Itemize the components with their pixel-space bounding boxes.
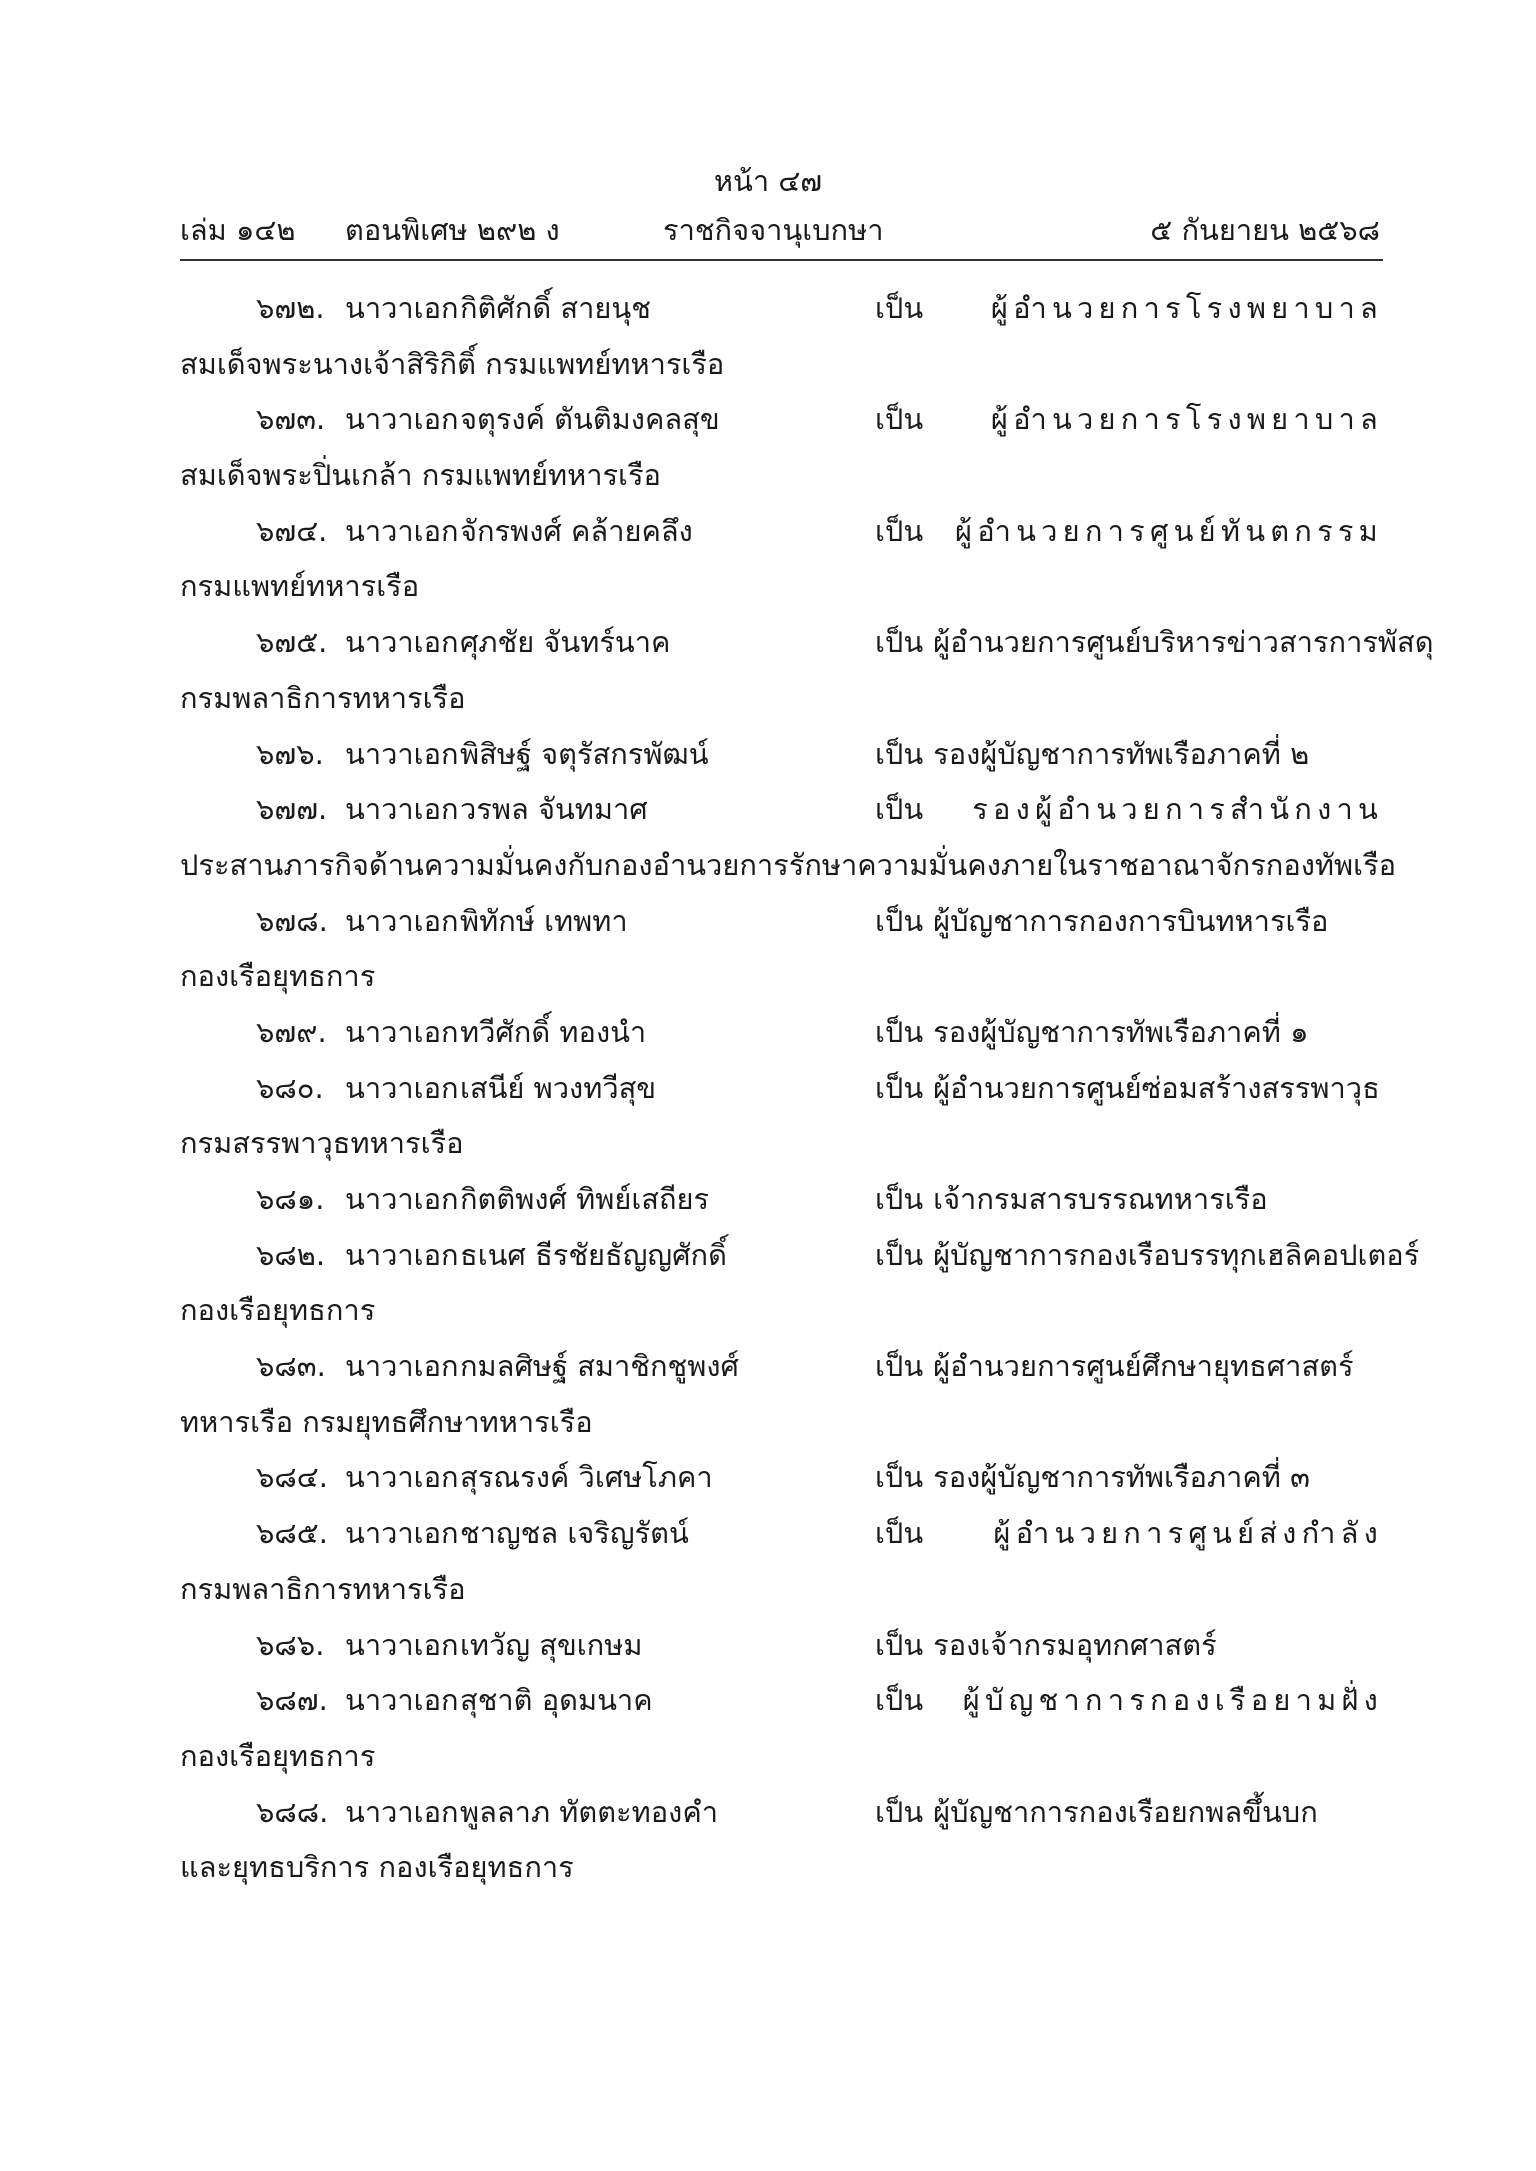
appointment-verb: เป็น [875,792,924,827]
appointed-position [875,1456,1383,1498]
publication-date: ๕ กันยายน ๒๕๖๘ [1150,213,1380,247]
officer-name: พิทักษ์ เทพทา [460,903,628,938]
position-title: ผู้อำนวยการศูนย์ซ่อมสร้างสรรพาวุธ [933,1070,1380,1105]
appointment-number: ๖๘๗. [256,1683,328,1718]
officer-name: เทวัญ สุขเกษม [460,1627,643,1662]
appointment-line [0,788,1536,844]
appointment-verb: เป็น [875,1794,924,1829]
officer-name: กิตติพงศ์ ทิพย์เสถียร [460,1182,710,1216]
appointment-verb: เป็น [875,1683,924,1718]
position-continuation: สมเด็จพระปิ่นเกล้า กรมแพทย์ทหารเรือ [180,458,661,493]
appointed-position [875,1178,1383,1220]
position-continuation: กรมพลาธิการทหารเรือ [180,680,466,715]
appointment-number: ๖๗๕. [256,625,328,660]
appointment-number: ๖๗๒. [256,291,325,325]
officer-name: ทวีศักดิ์ ทองนำ [460,1014,647,1049]
appointment-entry [0,1791,1536,1902]
appointed-position [875,733,1383,775]
appointment-entry [0,1234,1536,1345]
appointment-line [0,1679,1536,1735]
appointment-continuation-line [0,1401,1536,1457]
appointment-entry [0,1067,1536,1178]
position-continuation: และยุทธบริการ กองเรือยุทธการ [180,1850,574,1885]
appointment-number: ๖๗๘. [256,903,328,938]
position-title: ผู้บัญชาการกองเรือยามฝั่ง [962,1683,1383,1718]
position-title: รองผู้บัญชาการทัพเรือภาคที่ ๒ [933,736,1310,771]
appointment-continuation-line [0,844,1536,900]
page-number: หน้า ๔๗ [713,164,823,198]
appointment-entry [0,1178,1536,1234]
appointment-continuation-line [0,1122,1536,1178]
appointment-entry [0,510,1536,621]
position-title: ผู้อำนวยการศูนย์ส่งกำลัง [993,1516,1383,1551]
appointment-verb: เป็น [875,1349,924,1384]
appointment-number: ๖๗๗. [256,792,328,827]
appointment-line [0,1011,1536,1067]
appointment-number: ๖๗๓. [256,402,326,437]
appointed-position [875,398,1383,440]
appointment-line [0,510,1536,566]
position-title: ผู้อำนวยการโรงพยาบาล [990,402,1383,437]
appointment-line [0,1512,1536,1568]
appointed-position [875,1512,1383,1554]
appointed-position [875,1624,1383,1666]
officer-name: ธเนศ ธีรชัยธัญญศักดิ์ [460,1237,727,1272]
officer-rank: นาวาเอก [345,513,459,548]
appointment-number: ๖๘๓. [256,1349,326,1384]
appointment-verb: เป็น [875,1237,924,1272]
appointment-number: ๖๘๐. [256,1070,324,1105]
officer-name: สุรณรงค์ วิเศษโภคา [460,1460,713,1495]
appointment-verb: เป็น [875,625,924,660]
officer-rank: นาวาเอก [345,792,459,827]
position-continuation: กองเรือยุทธการ [180,1738,376,1773]
officer-rank: นาวาเอก [345,736,459,771]
officer-name: วรพล จันทมาศ [460,792,648,827]
officer-rank: นาวาเอก [345,1237,459,1272]
officer-rank: นาวาเอก [345,402,459,437]
position-title: ผู้อำนวยการศูนย์บริหารข่าวสารการพัสดุ [933,625,1434,660]
position-continuation: กรมสรรพาวุธทหารเรือ [180,1126,464,1161]
appointment-entry [0,788,1536,899]
appointed-position [875,510,1383,552]
position-title: เจ้ากรมสารบรรณทหารเรือ [933,1182,1268,1216]
appointment-continuation-line [0,343,1536,399]
officer-rank: นาวาเอก [345,1460,459,1495]
appointment-line [0,287,1536,343]
officer-rank: นาวาเอก [345,1516,459,1551]
appointment-entry [0,1512,1536,1623]
position-continuation: ทหารเรือ กรมยุทธศึกษาทหารเรือ [180,1404,593,1439]
position-title: รองผู้บัญชาการทัพเรือภาคที่ ๓ [933,1460,1310,1495]
appointed-position [875,1345,1383,1387]
position-continuation: ประสานภารกิจด้านความมั่นคงกับกองอำนวยการรักษาความมั่นคงภายในราชอาณาจักรกองทัพเรือ [180,847,1397,882]
officer-rank: นาวาเอก [345,1794,459,1829]
appointment-verb: เป็น [875,736,924,771]
officer-name: เสนีย์ พวงทวีสุข [460,1070,657,1105]
officer-rank: นาวาเอก [345,1683,459,1718]
officer-name: จักรพงศ์ คล้ายคลึง [460,513,693,548]
officer-rank: นาวาเอก [345,1014,459,1049]
appointment-verb: เป็น [875,513,924,548]
appointment-line [0,621,1536,677]
position-continuation: กรมพลาธิการทหารเรือ [180,1571,466,1606]
appointment-continuation-line [0,1289,1536,1345]
appointment-entry [0,1011,1536,1067]
officer-rank: นาวาเอก [345,1349,459,1384]
appointment-continuation-line [0,454,1536,510]
appointment-line [0,1067,1536,1123]
appointment-list [0,287,1536,1902]
header-divider [180,259,1383,261]
officer-rank: นาวาเอก [345,903,459,938]
appointment-continuation-line [0,1846,1536,1902]
appointment-entry [0,1345,1536,1456]
appointment-entry [0,287,1536,398]
volume-label: เล่ม ๑๔๒ [180,213,296,247]
appointment-entry [0,1456,1536,1512]
appointment-verb: เป็น [875,291,924,325]
officer-name: ชาญชล เจริญรัตน์ [460,1516,689,1551]
appointment-continuation-line [0,677,1536,733]
appointment-number: ๖๘๑. [256,1182,325,1216]
appointment-verb: เป็น [875,1014,924,1049]
officer-rank: นาวาเอก [345,291,459,325]
officer-name: พูลลาภ ทัตตะทองคำ [460,1794,719,1829]
appointment-verb: เป็น [875,903,924,938]
appointment-verb: เป็น [875,1182,924,1216]
appointed-position [875,287,1383,329]
position-title: ผู้อำนวยการโรงพยาบาล [990,291,1383,325]
appointment-entry [0,900,1536,1011]
appointed-position [875,788,1383,830]
position-continuation: สมเด็จพระนางเจ้าสิริกิติ์ กรมแพทย์ทหารเรือ [180,346,725,381]
officer-rank: นาวาเอก [345,1627,459,1662]
position-continuation: กรมแพทย์ทหารเรือ [180,569,420,604]
appointment-line [0,733,1536,789]
appointment-entry [0,621,1536,732]
appointment-number: ๖๗๔. [256,513,328,548]
appointment-line [0,1178,1536,1234]
appointment-entry [0,1624,1536,1680]
appointed-position [875,621,1434,663]
appointment-verb: เป็น [875,1460,924,1495]
appointment-number: ๖๘๒. [256,1237,326,1272]
appointment-entry [0,1679,1536,1790]
appointment-line [0,1234,1536,1290]
appointment-continuation-line [0,1568,1536,1624]
appointment-verb: เป็น [875,1627,924,1662]
position-continuation: กองเรือยุทธการ [180,1293,376,1328]
appointment-continuation-line [0,565,1536,621]
appointment-number: ๖๗๙. [256,1014,327,1049]
position-title: ผู้อำนวยการศูนย์ทันตกรรม [955,513,1383,548]
appointment-continuation-line [0,1735,1536,1791]
officer-name: พิสิษฐ์ จตุรัสกรพัฒน์ [460,736,709,771]
appointment-number: ๖๗๖. [256,736,324,771]
position-title: รองผู้บัญชาการทัพเรือภาคที่ ๑ [933,1014,1309,1049]
appointed-position [875,1234,1420,1276]
officer-name: ศุภชัย จันทร์นาค [460,625,671,660]
appointment-line [0,1624,1536,1680]
position-title: รองเจ้ากรมอุทกศาสตร์ [933,1627,1217,1662]
officer-name: กิติศักดิ์ สายนุช [460,291,651,325]
appointment-number: ๖๘๖. [256,1627,325,1662]
appointment-entry [0,398,1536,509]
officer-rank: นาวาเอก [345,625,459,660]
issue-label: ตอนพิเศษ ๒๙๒ ง [345,213,560,247]
position-title: ผู้บัญชาการกองการบินทหารเรือ [933,903,1329,938]
appointment-number: ๖๘๕. [256,1516,328,1551]
officer-rank: นาวาเอก [345,1182,459,1216]
appointment-number: ๖๘๘. [256,1794,329,1829]
appointment-verb: เป็น [875,1516,924,1551]
appointment-line [0,1456,1536,1512]
officer-name: กมลศิษฐ์ สมาชิกชูพงศ์ [460,1349,739,1384]
appointment-line [0,398,1536,454]
publication-name: ราชกิจจานุเบกษา [663,213,884,247]
appointment-entry [0,733,1536,789]
officer-name: สุชาติ อุดมนาค [460,1683,653,1718]
appointment-number: ๖๘๔. [256,1460,328,1495]
appointed-position [875,1791,1383,1833]
appointment-line [0,900,1536,956]
appointed-position [875,1067,1383,1109]
appointed-position [875,1011,1383,1053]
position-title: ผู้บัญชาการกองเรือบรรทุกเฮลิคอปเตอร์ [933,1237,1420,1272]
appointed-position [875,1679,1383,1721]
appointment-line [0,1345,1536,1401]
position-title: ผู้อำนวยการศูนย์ศึกษายุทธศาสตร์ [933,1349,1354,1384]
appointment-verb: เป็น [875,1070,924,1105]
appointment-continuation-line [0,955,1536,1011]
appointed-position [875,900,1383,942]
officer-rank: นาวาเอก [345,1070,459,1105]
position-title: ผู้บัญชาการกองเรือยกพลขึ้นบก [933,1794,1318,1829]
position-title: รองผู้อำนวยการสำนักงาน [972,792,1383,827]
position-continuation: กองเรือยุทธการ [180,959,376,994]
appointment-verb: เป็น [875,402,924,437]
appointment-line [0,1791,1536,1847]
officer-name: จตุรงค์ ตันติมงคลสุข [460,402,720,437]
